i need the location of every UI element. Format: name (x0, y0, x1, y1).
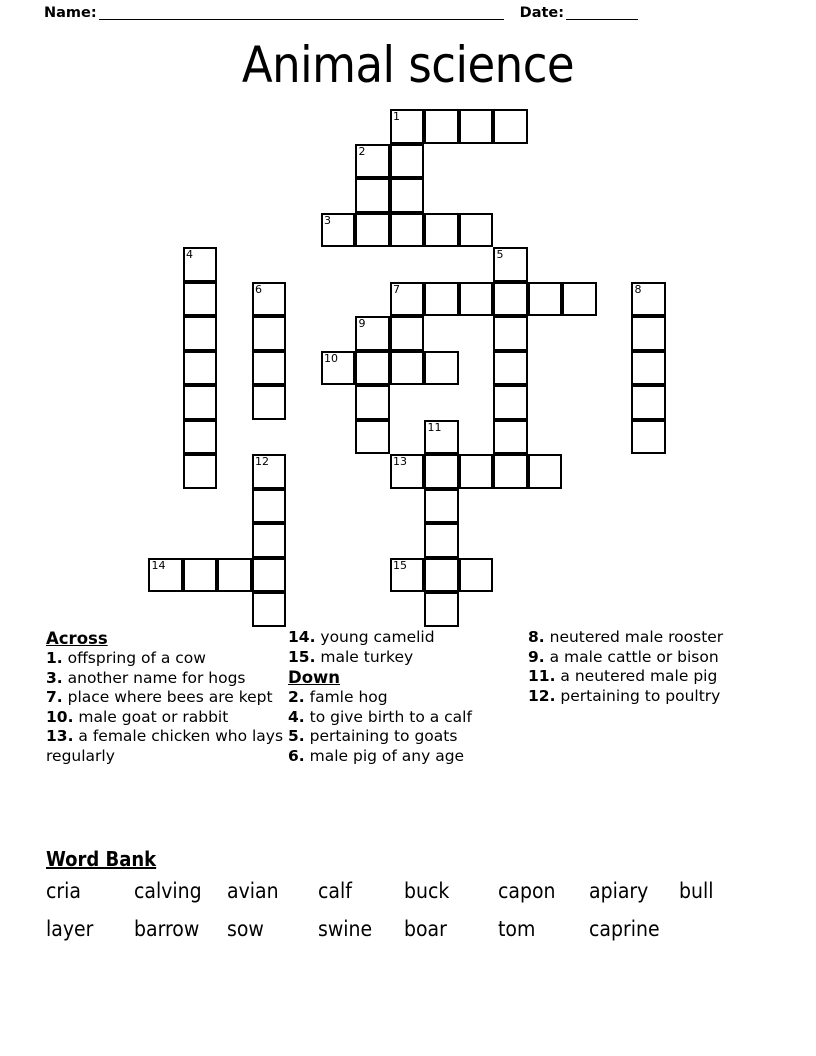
clue-text: neutered male rooster (549, 628, 724, 646)
crossword-cell[interactable] (424, 420, 459, 455)
crossword-cell[interactable] (493, 351, 528, 386)
crossword-cell[interactable] (459, 109, 494, 144)
crossword-clue-number: 13 (393, 455, 407, 468)
clue-text: a neutered male pig (560, 667, 718, 685)
word-bank-word[interactable]: barrow (134, 917, 200, 941)
crossword-cell[interactable] (390, 109, 425, 144)
word-bank-word[interactable]: apiary (589, 879, 649, 903)
crossword-cell[interactable] (252, 316, 287, 351)
word-bank-word[interactable]: swine (318, 917, 373, 941)
crossword-cell[interactable] (424, 282, 459, 317)
word-bank-word[interactable]: avian (227, 879, 279, 903)
crossword-cell[interactable] (390, 144, 425, 179)
word-bank-word[interactable]: capon (498, 879, 556, 903)
crossword-cell[interactable] (183, 316, 218, 351)
crossword-cell[interactable] (355, 213, 390, 248)
clue-number: 8. (528, 628, 545, 646)
crossword-cell[interactable] (424, 558, 459, 593)
clue-text: pertaining to poultry (560, 686, 721, 705)
crossword-cell[interactable] (252, 523, 287, 558)
page-title: Animal science (241, 36, 575, 94)
clue-across-10 (46, 708, 288, 728)
clue-text: a female chicken who lays regularly (46, 727, 284, 765)
crossword-cell[interactable] (493, 282, 528, 317)
crossword-clue-number: 4 (186, 248, 193, 261)
crossword-cell[interactable] (459, 454, 494, 489)
name-label: Name: (44, 5, 97, 21)
crossword-cell[interactable] (424, 523, 459, 558)
crossword-cell[interactable] (390, 178, 425, 213)
crossword-cell[interactable] (355, 420, 390, 455)
clue-across-13 (46, 727, 288, 766)
crossword-cell[interactable] (183, 247, 218, 282)
clue-number: 12. (528, 686, 556, 705)
clue-number: 3. (46, 668, 63, 687)
clue-text: male turkey (320, 647, 414, 666)
crossword-cell[interactable] (148, 558, 183, 593)
crossword-cell[interactable] (390, 454, 425, 489)
crossword-clue-number: 8 (634, 282, 642, 296)
name-write-line[interactable] (99, 7, 504, 20)
crossword-clue-number: 9 (358, 317, 366, 330)
word-bank-word[interactable]: boar (404, 917, 447, 941)
clue-text: a male cattle or bison (549, 647, 719, 666)
crossword-cell[interactable] (459, 282, 494, 317)
word-bank-title: Word Bank (46, 847, 157, 871)
crossword-cell[interactable] (493, 316, 528, 351)
crossword-cell[interactable] (183, 351, 218, 386)
crossword-cell[interactable] (459, 213, 494, 248)
crossword-clue-number: 5 (496, 248, 504, 261)
crossword-cell[interactable] (631, 282, 666, 317)
clue-down-2 (288, 688, 528, 708)
word-bank-word[interactable]: layer (46, 917, 94, 941)
clue-number: 14. (288, 628, 316, 646)
clue-number: 11. (528, 667, 556, 685)
crossword-cell[interactable] (493, 385, 528, 420)
crossword-cell[interactable] (424, 351, 459, 386)
clue-down-6 (288, 747, 528, 767)
clue-text: famle hog (309, 688, 388, 706)
clue-across-14 (288, 628, 528, 648)
crossword-cell[interactable] (183, 385, 218, 420)
clue-across-7 (46, 688, 288, 708)
word-bank-word[interactable]: sow (227, 917, 264, 941)
crossword-cell[interactable] (183, 282, 218, 317)
crossword-cell[interactable] (424, 213, 459, 248)
word-bank-word[interactable]: calf (318, 879, 352, 903)
clue-down-12 (528, 687, 776, 707)
crossword-cell[interactable] (183, 558, 218, 593)
crossword-cell[interactable] (390, 351, 425, 386)
clue-number: 15. (288, 647, 316, 666)
clue-across-3 (46, 669, 288, 689)
clue-text: young camelid (320, 628, 435, 646)
crossword-cell[interactable] (217, 558, 252, 593)
word-bank-section (46, 846, 786, 948)
crossword-cell[interactable] (493, 420, 528, 455)
clue-down-8 (528, 628, 776, 648)
word-bank-word[interactable]: tom (498, 917, 536, 941)
across-heading: Across (46, 629, 108, 648)
crossword-clue-number: 15 (393, 558, 407, 572)
date-label: Date: (519, 5, 565, 21)
crossword-clue-number: 1 (393, 110, 400, 123)
clue-text: pertaining to goats (309, 727, 458, 745)
crossword-cell[interactable] (252, 282, 287, 317)
word-bank-word[interactable]: buck (404, 879, 450, 903)
clue-down-4 (288, 708, 528, 728)
clue-number: 7. (46, 688, 63, 706)
clue-number: 9. (528, 647, 545, 666)
clue-down-5 (288, 727, 528, 747)
crossword-clue-number: 11 (427, 420, 442, 434)
clue-number: 6. (288, 746, 305, 765)
crossword-cell[interactable] (355, 351, 390, 386)
clues-section (46, 628, 776, 833)
clues-column-3 (528, 628, 776, 706)
crossword-cell[interactable] (424, 489, 459, 524)
clues-column-2 (288, 628, 528, 766)
crossword-cell[interactable] (390, 213, 425, 248)
word-bank-word[interactable]: bull (679, 879, 714, 903)
crossword-clue-number: 14 (151, 558, 166, 572)
clue-number: 4. (288, 707, 305, 726)
clue-number: 1. (46, 649, 63, 667)
crossword-cell[interactable] (562, 282, 597, 317)
crossword-cell[interactable] (493, 454, 528, 489)
crossword-cell[interactable] (390, 316, 425, 351)
word-bank-row (46, 910, 786, 948)
crossword-cell[interactable] (631, 385, 666, 420)
crossword-cell[interactable] (631, 316, 666, 351)
clue-number: 10. (46, 707, 74, 726)
crossword-cell[interactable] (321, 351, 356, 386)
clue-text: another name for hogs (67, 668, 246, 687)
word-bank-row (46, 872, 786, 910)
crossword-cell[interactable] (321, 213, 356, 248)
clues-column-1 (46, 628, 288, 766)
crossword-cell[interactable] (183, 420, 218, 455)
crossword-cell[interactable] (252, 385, 287, 420)
crossword-cell[interactable] (252, 489, 287, 524)
clue-text: offspring of a cow (67, 649, 206, 667)
crossword-cell[interactable] (424, 454, 459, 489)
word-bank-word[interactable]: calving (134, 879, 202, 903)
crossword-clue-number: 12 (255, 455, 269, 468)
crossword-cell[interactable] (528, 282, 563, 317)
crossword-cell[interactable] (631, 420, 666, 455)
crossword-cell[interactable] (424, 109, 459, 144)
clue-number: 2. (288, 688, 305, 706)
clue-text: place where bees are kept (67, 688, 273, 706)
crossword-cell[interactable] (493, 247, 528, 282)
crossword-cell[interactable] (252, 592, 287, 627)
crossword-clue-number: 2 (358, 144, 366, 158)
crossword-cell[interactable] (493, 109, 528, 144)
clue-text: male goat or rabbit (78, 707, 229, 726)
crossword-cell[interactable] (355, 178, 390, 213)
crossword-cell[interactable] (355, 316, 390, 351)
down-heading: Down (288, 668, 341, 687)
crossword-cell[interactable] (183, 454, 218, 489)
clue-across-1 (46, 649, 288, 669)
crossword-cell[interactable] (355, 144, 390, 179)
clue-text: male pig of any age (309, 746, 465, 765)
crossword-cell[interactable] (252, 558, 287, 593)
word-bank-word[interactable]: caprine (589, 917, 660, 941)
crossword-clue-number: 10 (324, 351, 338, 365)
clue-across-15 (288, 648, 528, 668)
clue-down-11 (528, 667, 776, 687)
crossword-cell[interactable] (528, 454, 563, 489)
crossword-cell[interactable] (355, 385, 390, 420)
crossword-cell[interactable] (631, 351, 666, 386)
date-write-line[interactable] (566, 7, 638, 20)
clue-number: 5. (288, 727, 305, 745)
crossword-cell[interactable] (459, 558, 494, 593)
crossword-cell[interactable] (390, 558, 425, 593)
word-bank-word[interactable]: cria (46, 879, 81, 903)
crossword-clue-number: 6 (255, 282, 262, 296)
crossword-clue-number: 3 (324, 213, 331, 227)
clue-number: 13. (46, 727, 74, 745)
worksheet-header (0, 0, 816, 26)
clue-text: to give birth to a calf (309, 707, 472, 726)
crossword-cell[interactable] (424, 592, 459, 627)
crossword-clue-number: 7 (393, 282, 400, 296)
crossword-grid (148, 109, 708, 629)
crossword-cell[interactable] (252, 454, 287, 489)
crossword-cell[interactable] (252, 351, 287, 386)
clue-down-9 (528, 648, 776, 668)
crossword-cell[interactable] (390, 282, 425, 317)
